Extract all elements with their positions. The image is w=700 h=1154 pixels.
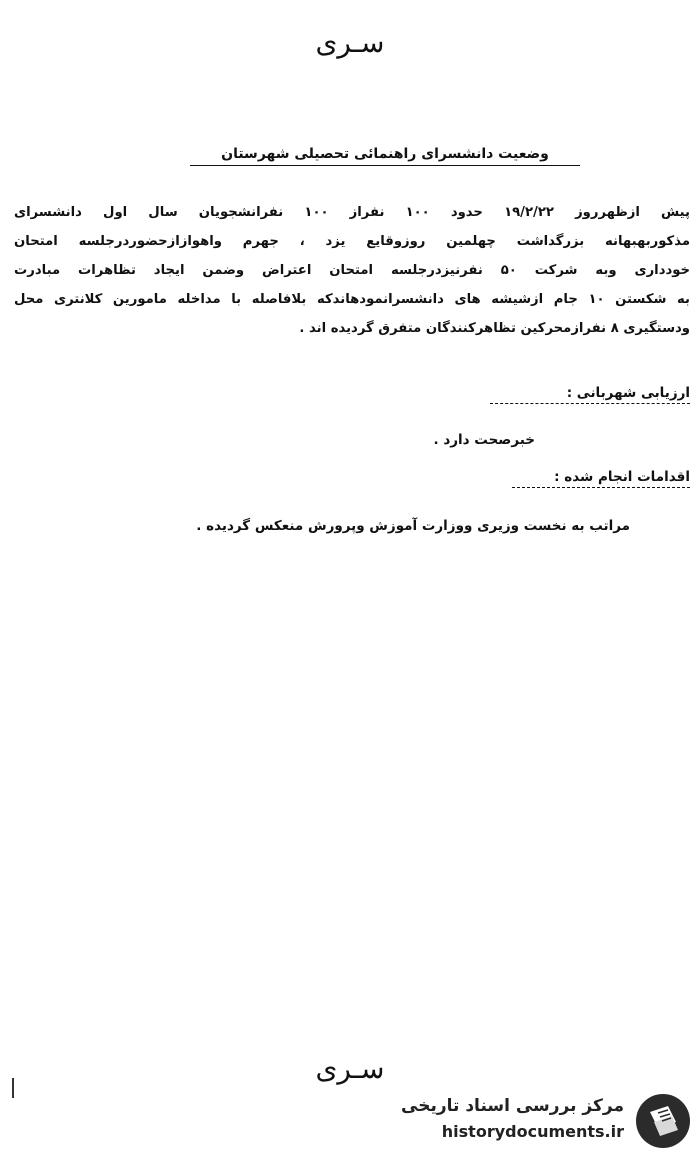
assessment-heading: ارزیابی شهربانی : (490, 385, 690, 404)
watermark-url: historydocuments.ir (441, 1122, 624, 1141)
report-line: ودستگیری ۸ نفرازمحرکین تظاهرکنندگان متفرق گردیده اند . (299, 321, 690, 336)
classification-mark-top: سـری (315, 26, 385, 59)
document-title: وضعیت دانشسرای راهنمائی تحصیلی شهرستان (190, 146, 580, 166)
report-line: خودداری وبه شرکت ۵۰ نفرنیزدرجلسه امتحان اعتراض وضمن ایجاد تظاهرات مبادرت (14, 263, 690, 278)
referral-text: مراتب به نخست وزیری ووزارت آموزش وپرورش منعکس گردیده . (196, 518, 630, 534)
watermark-title: مرکز بررسی اسناد تاریخی (401, 1096, 624, 1116)
classification-mark-bottom: سـری (315, 1052, 385, 1085)
document-archive-logo-icon (634, 1092, 692, 1150)
actions-heading: اقدامات انجام شده : (512, 469, 690, 488)
watermark-logo (262, 1090, 692, 1150)
report-line: به شکستن ۱۰ جام ازشیشه های دانشسرانمودهاندکه بلافاصله با مداخله مامورین کلانتری محل (14, 292, 690, 307)
report-line: مذکوربهبهانه بزرگداشت چهلمین روزوقایع یزد ، جهرم واهوازازحضوردرجلسه امتحان (14, 234, 690, 249)
assessment-text: خبرصحت دارد . (433, 432, 535, 448)
report-body (14, 198, 690, 343)
margin-mark (12, 1078, 14, 1098)
report-line: پیش ازظهرروز ۱۹/۲/۲۲ حدود ۱۰۰ نفراز ۱۰۰ نفرانشجویان سال اول دانشسرای (14, 205, 690, 220)
